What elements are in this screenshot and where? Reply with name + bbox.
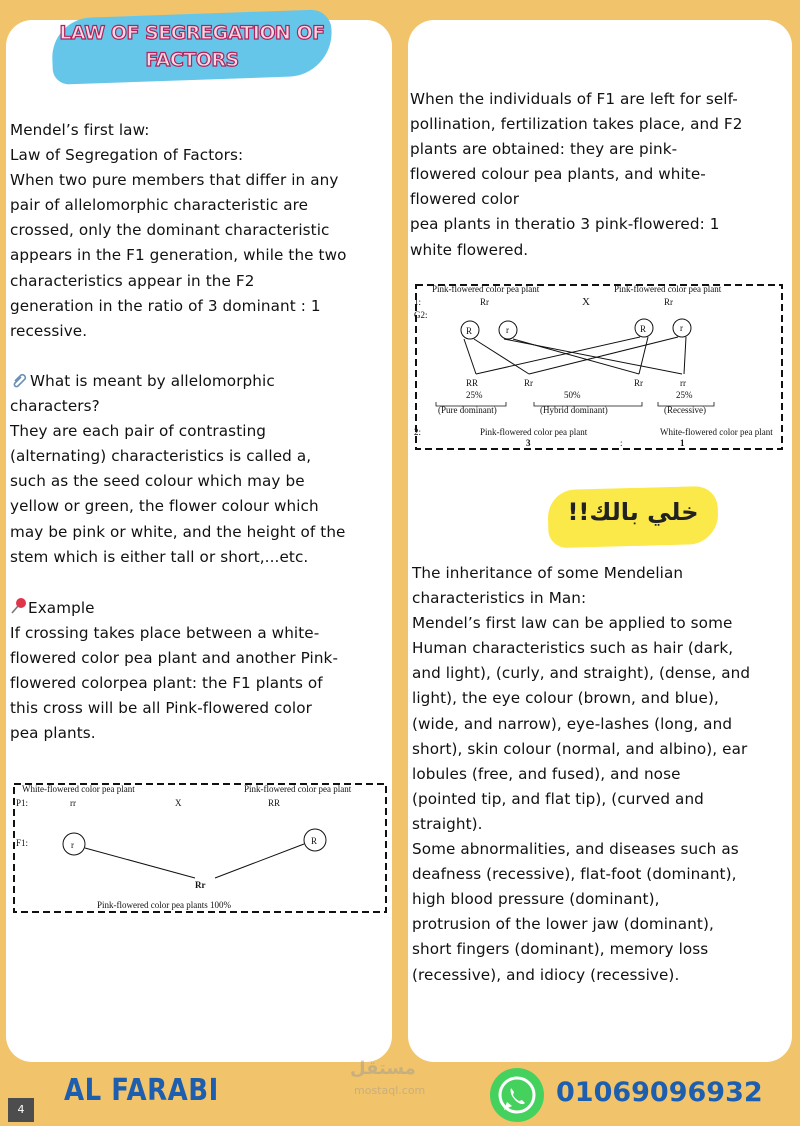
d2-R1: R (466, 326, 473, 336)
d1-line-left (85, 848, 195, 878)
brand-name: AL FARABI (64, 1073, 219, 1109)
d2-25a: 25% (466, 390, 483, 400)
d2-rr: rr (680, 378, 686, 388)
d2-pink-label-1: Pink-flowered color pea plant (432, 284, 540, 294)
d1-rr: rr (70, 798, 76, 808)
note-text: خلي بالك!! (567, 498, 699, 526)
d2-25b: 25% (676, 390, 693, 400)
d2-pure: (Pure dominant) (438, 405, 497, 415)
d1-x: X (175, 798, 182, 808)
d1-white-label: White-flowered color pea plant (22, 784, 135, 794)
d2-x: X (582, 296, 590, 308)
d2-f1: 1: (414, 297, 422, 307)
d2-RR: RR (466, 378, 479, 388)
intro-text: Mendel’s first law: Law of Segregation of Factors: When two pure members that differ in any pair of allelomorphic characteristic are crossed, only the dominant characteristic appears in the F1 generation, while the two characteristics appear in the F2 generation in the ratio of 3 dominant : 1 recessive. (10, 121, 347, 340)
d1-RR: RR (268, 798, 281, 808)
page-title: LAW OF SEGREGATION OF FACTORS (59, 22, 325, 71)
d2-line-8 (684, 337, 686, 374)
watermark-sub: mostaql.com (354, 1084, 426, 1097)
d2-R2: R (640, 324, 647, 334)
d1-p1: P1: (16, 798, 29, 808)
phone-number[interactable]: 01069096932 (556, 1077, 763, 1108)
d1-line-right (215, 844, 304, 878)
d1-Rr: Rr (195, 880, 206, 890)
d2-hybrid: (Hybrid dominant) (540, 405, 608, 415)
d1-result: Pink-flowered color pea plants 100% (97, 900, 231, 910)
example-text: Example If crossing takes place between a white- flowered color pea plant and another Pink- flowered colorpea plant: the F1 plants of this cross will be all Pink-flowered color pea plants. (10, 599, 339, 743)
d1-pink-label: Pink-flowered color pea plant (244, 784, 352, 794)
page-number: 4 (8, 1098, 34, 1122)
d2-r2: r (680, 323, 683, 333)
d2-g2: G2: (414, 310, 428, 320)
whatsapp-icon[interactable] (490, 1068, 544, 1122)
d1-gamete-r (63, 833, 85, 855)
d2-colon: : (620, 438, 623, 448)
cross-diagram-1 (12, 780, 388, 916)
d1-f1: F1: (16, 838, 29, 848)
f2-text: When the individuals of F1 are left for self- pollination, fertilization takes place, and F2 plants are obtained: they are pink- flowered colour pea plants, and white- flowered color pea plants in theratio 3 pink-flowered: 1 white flowered. (410, 90, 743, 259)
d2-line-4 (504, 339, 682, 374)
d2-white-bottom: White-flowered color pea plant (660, 427, 773, 437)
question-text: What is meant by allelomorphic characters? They are each pair of contrasting (alternating) characteristics is called a, such as the seed colour which may be yellow or green, the flower colour which may be pink or white, and the height of the stem which is either tall or short,...etc. (10, 372, 346, 566)
d2-Rr-a: Rr (524, 378, 533, 388)
d2-Rr-b: Rr (634, 378, 643, 388)
d2-Rr-left: Rr (480, 297, 489, 307)
d2-Rr-right: Rr (664, 297, 673, 307)
watermark: مستقل (350, 1058, 416, 1079)
d2-r1: r (506, 325, 509, 335)
d2-1: 1 (680, 438, 685, 448)
d2-line-6 (639, 337, 648, 374)
d2-3: 3 (526, 438, 531, 448)
inheritance-text: The inheritance of some Mendelian characteristics in Man: Mendel’s first law can be applied to some Human characteristics such as hair (dark, and light), (curly, and straight), (dense, and light), the eye colour (brown, and blue), (wide, and narrow), eye-lashes (long, and short), skin colour (normal, and albino), ear lobules (free, and fused), and nose (pointed tip, and flat tip), (curved and straight). Some abnormalities, and diseases such as deafness (recessive), flat-foot (dominant), high blood pressure (dominant), protrusion of the lower jaw (dominant), short fingers (dominant), memory loss (recessive), and idiocy (recessive). (412, 564, 751, 984)
title-banner (52, 14, 332, 80)
d2-f2: 2: (414, 427, 422, 437)
d1-R: R (311, 836, 318, 846)
d2-50: 50% (564, 390, 581, 400)
d2-pink-bottom: Pink-flowered color pea plant (480, 427, 588, 437)
d2-pink-label-2: Pink-flowered color pea plant (614, 284, 722, 294)
diagram2-border (416, 285, 782, 449)
cross-diagram-2 (414, 282, 784, 452)
d1-r: r (71, 840, 74, 850)
d2-recessive: (Recessive) (664, 405, 706, 415)
d2-line-1 (464, 339, 476, 374)
